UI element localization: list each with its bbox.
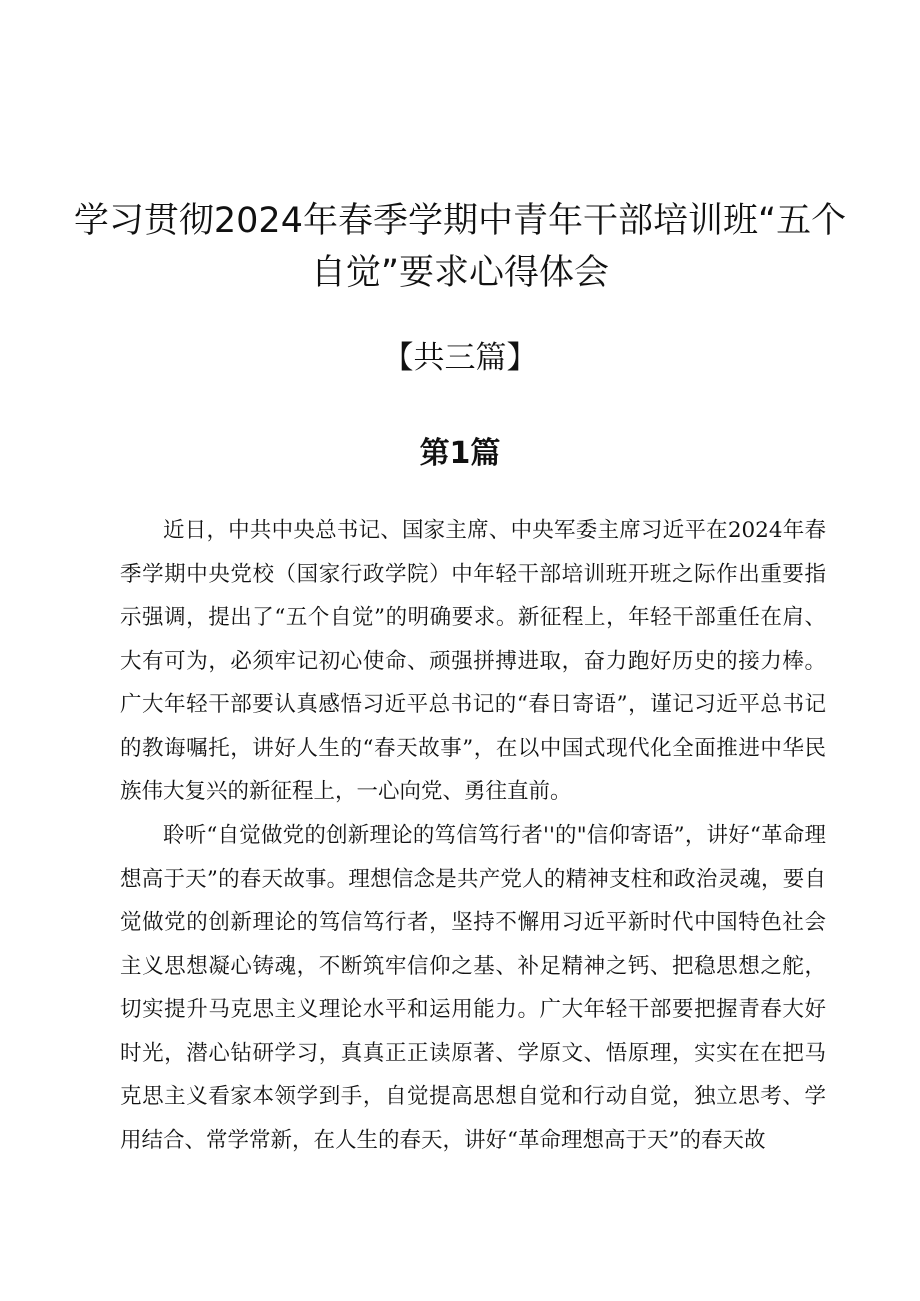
body-paragraph-1: 近日，中共中央总书记、国家主席、中央军委主席习近平在2024年春季学期中央党校（国家行政学院）中年轻干部培训班开班之际作出重要指示强调，提出了“五个自觉”的明确要求。新征程上，年轻干部重任在肩、大有可为，必须牢记初心使命、顽强拼搏进取，奋力跑好历史的接力棒。广大年轻干部要认真感悟习近平总书记的“春日寄语”，谨记习近平总书记的教诲嘱托，讲好人生的“春天故事”，在以中国式现代化全面推进中华民族伟大复兴的新征程上，一心向党、勇往直前。 — [120, 518, 826, 804]
body-paragraph-2: 聆听“自觉做党的创新理论的笃信笃行者''的"信仰寄语”，讲好“革命理想高于天”的春天故事。理想信念是共产党人的精神支柱和政治灵魂，要自觉做党的创新理论的笃信笃行者，坚持不懈用习近平新时代中国特色社会主义思想凝心铸魂，不断筑牢信仰之基、补足精神之钙、把稳思想之舵，切实提升马克思主义理论水平和运用能力。广大年轻干部要把握青春大好时光，潜心钻研学习，真真正正读原著、学原文、悟原理，实实在在把马克思主义看家本领学到手，自觉提高思想自觉和行动自觉，独立思考、学用结合、常学常新，在人生的春天，讲好“革命理想高于天”的春天故 — [120, 823, 826, 1153]
article-count-label: 【共三篇】 — [382, 340, 538, 376]
part-heading: 第1篇 — [419, 436, 501, 471]
document-title: 学习贯彻2024年春季学期中青年干部培训班“五个自觉”要求心得体会 — [73, 201, 847, 293]
